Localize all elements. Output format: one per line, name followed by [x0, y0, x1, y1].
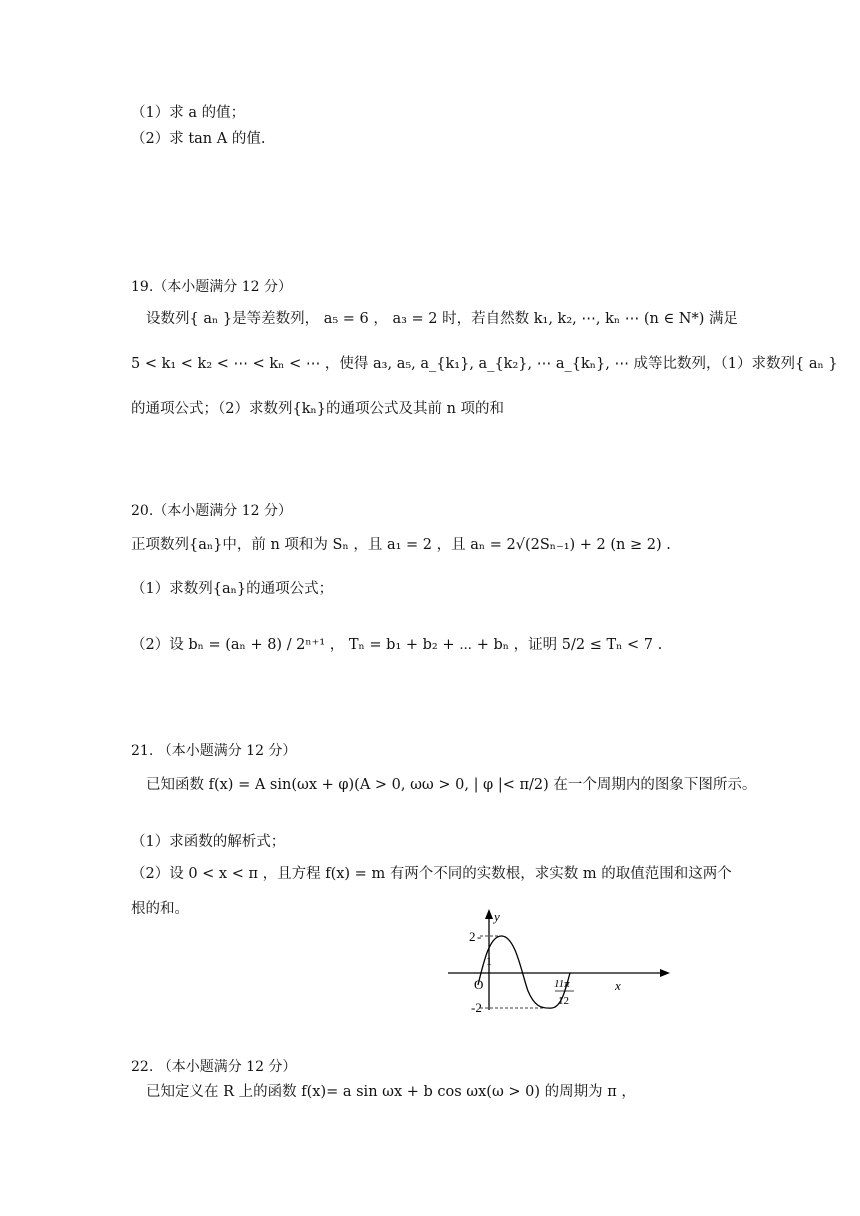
q21-part2-cont: 根的和。	[131, 901, 189, 917]
label-11pi: 11π	[554, 978, 570, 990]
label-1: 1	[486, 954, 492, 968]
y-axis-arrow	[485, 909, 493, 919]
q21-part1: （1）求函数的解析式；	[131, 834, 286, 850]
q19-line2: 5 < k₁ < k₂ < ⋯ < kₙ < ⋯ ，使得 a₃, a₅, a_{k₁}, a_{k₂}, ⋯ a_{kₙ}, ⋯ 成等比数列，（1）求数列{ aₙ }	[131, 356, 838, 372]
q20-part2: （2）设 bₙ = (aₙ + 8) / 2ⁿ⁺¹ ， Tₙ = b₁ + b₂ + ⋯ + bₙ ，证明 5/2 ≤ Tₙ < 7 .	[131, 637, 663, 653]
x-axis-arrow	[660, 969, 670, 977]
label-y: y	[494, 909, 500, 924]
q22-heading: 22. （本小题满分 12 分）	[131, 1059, 297, 1075]
sine-curve	[478, 936, 570, 1008]
q21-part2: （2）设 0 < x < π ，且方程 f(x) = m 有两个不同的实数根，求实数 m 的取值范围和这两个	[131, 866, 732, 882]
q20-heading: 20.（本小题满分 12 分）	[131, 503, 292, 519]
q19-heading: 19.（本小题满分 12 分）	[131, 279, 292, 295]
q21-line1: 已知函数 f(x) = A sin(ωx + φ)(A > 0, ωω > 0, | φ |< π/2) 在一个周期内的图象下图所示。	[146, 777, 757, 793]
q18-part2: （2）求 tan A 的值.	[131, 131, 266, 147]
sine-graph-svg	[440, 905, 675, 1015]
label-neg2: -2	[471, 1000, 482, 1015]
q22-line1: 已知定义在 R 上的函数 f(x)= a sin ωx + b cos ωx(ω > 0) 的周期为 π ，	[146, 1084, 636, 1100]
label-12: 12	[558, 995, 569, 1007]
q21-heading: 21. （本小题满分 12 分）	[131, 743, 297, 759]
q18-part1: （1）求 a 的值；	[131, 105, 246, 121]
q19-line1: 设数列{ aₙ }是等差数列， a₅ = 6 ， a₃ = 2 时，若自然数 k₁, k₂, ⋯, kₙ ⋯ (n ∈ N*) 满足	[146, 311, 739, 327]
label-2-tick: -	[477, 929, 482, 944]
label-x: x	[615, 978, 621, 993]
sine-graph	[440, 905, 675, 1015]
q20-part1: （1）求数列{aₙ}的通项公式；	[131, 581, 334, 597]
label-2: 2	[469, 929, 476, 944]
q19-line3: 的通项公式；（2）求数列{kₙ}的通项公式及其前 n 项的和	[131, 401, 505, 417]
label-origin: O	[474, 977, 484, 992]
q20-line1: 正项数列{aₙ}中，前 n 项和为 Sₙ ，且 a₁ = 2 ，且 aₙ = 2√(2Sₙ₋₁) + 2 (n ≥ 2) .	[131, 537, 671, 553]
